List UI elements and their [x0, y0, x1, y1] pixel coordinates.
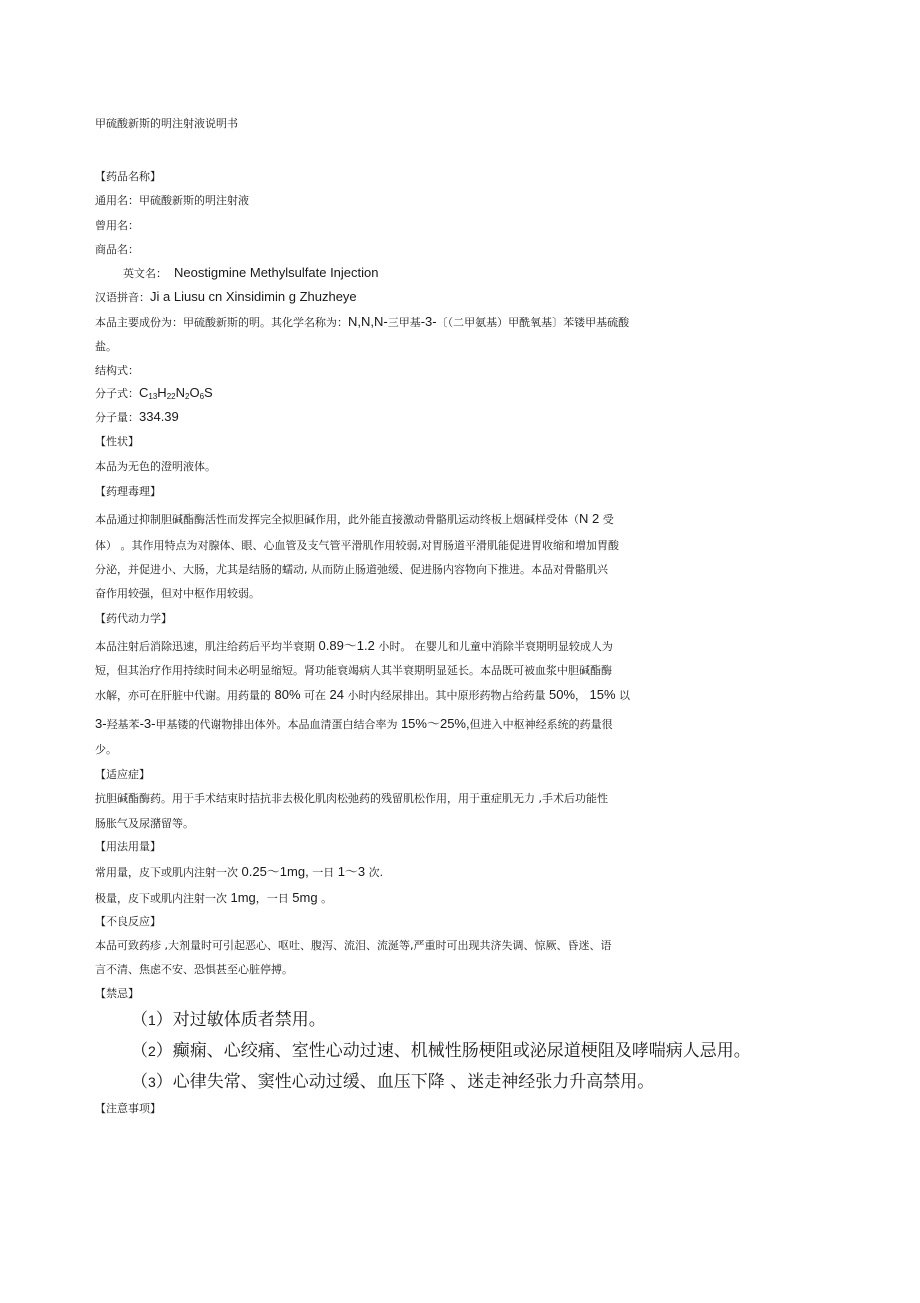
- document-title: 甲硫酸新斯的明注射液说明书: [95, 117, 238, 130]
- contraindication-item-1: （1）对过敏体质者禁用。: [131, 1010, 326, 1030]
- chem-name-num: -3-: [420, 314, 437, 329]
- pharmacology-line-4: 奋作用较强，但对中枢作用较弱。: [95, 587, 260, 600]
- former-name-line: 曾用名：: [95, 219, 139, 232]
- section-heading-pharmacology: 【药理毒理】: [95, 485, 161, 498]
- structure-label: 结构式：: [95, 364, 139, 377]
- indications-line-2: 肠胀气及尿潴留等。: [95, 817, 194, 830]
- weight-value: 334.39: [139, 409, 179, 424]
- pharmacokinetics-line-3: 水解，亦可在肝脏中代谢。用药量的 80% 可在 24 小时内经尿排出。其中原形药物占给药量 50%， 15% 以: [95, 687, 631, 702]
- pharmacokinetics-line-2: 短，但其治疗作用持续时间未必明显缩短。肾功能衰竭病人其半衰期明显延长。本品既可被血浆中胆碱酯酶: [95, 664, 612, 677]
- adverse-line-1: 本品可致药疹 ,大剂量时可引起恶心、呕吐、腹泻、流泪、流涎等,严重时可出现共济失调、惊厥、昏迷、语: [95, 939, 612, 952]
- contraindication-item-2: （2）癫痫、心绞痛、室性心动过速、机械性肠梗阻或泌尿道梗阻及哮喘病人忌用。: [131, 1041, 751, 1061]
- adverse-line-2: 言不清、焦虑不安、恐惧甚至心脏停搏。: [95, 963, 293, 976]
- formula-label: 分子式：: [95, 387, 139, 400]
- molecular-formula-line: [95, 386, 213, 401]
- generic-name-value: 甲硫酸新斯的明注射液: [139, 194, 249, 207]
- section-heading-drug-name: 【药品名称】: [95, 170, 161, 183]
- pharmacology-line-1: 本品通过抑制胆碱酯酶活性而发挥完全拟胆碱作用，此外能直接激动骨骼肌运动终板上烟碱样受体（N 2 受: [95, 511, 614, 526]
- pharmacokinetics-line-1: 本品注射后消除迅速，肌注给药后平均半衰期 0.89～1.2 小时。 在婴儿和儿童中消除半衰期明显较成人为: [95, 638, 613, 653]
- ingredient-prefix: 本品主要成份为：甲硫酸新斯的明。其化学名称为：: [95, 316, 348, 329]
- indications-line-1: 抗胆碱酯酶药。用于手术结束时拮抗非去极化肌肉松弛药的残留肌松作用，用于重症肌无力 ,手术后功能性: [95, 792, 608, 805]
- chem-name-cn2: 〔（二甲氨基）甲酰氧基〕苯镂甲基硫酸: [436, 316, 630, 329]
- section-heading-precautions: 【注意事项】: [95, 1102, 161, 1115]
- contraindication-item-3: （3）心律失常、窦性心动过缓、血压下降 、迷走神经张力升高禁用。: [131, 1072, 655, 1092]
- molecular-weight-line: [95, 410, 179, 425]
- english-name-line: [123, 266, 379, 281]
- dosage-line-1: 常用量，皮下或肌内注射一次 0.25～1mg, 一日 1～3 次.: [95, 864, 384, 879]
- english-name-value: Neostigmine Methylsulfate Injection: [174, 265, 379, 280]
- pinyin-label: 汉语拼音：: [95, 291, 150, 304]
- pharmacology-line-3: 分泌，并促进小、大肠，尤其是结肠的蠕动, 从而防止肠道弛缓、促进肠内容物向下推进。本品对骨骼肌兴: [95, 563, 608, 576]
- generic-name-label: 通用名：: [95, 194, 139, 207]
- chem-name-latin: N,N,N-: [348, 314, 388, 329]
- pharmacokinetics-line-4: 3-羟基苯-3-甲基镂的代谢物排出体外。本品血清蛋白结合率为 15%～25%,但进入中枢神经系统的药量很: [95, 716, 613, 731]
- ingredient-line-2: 盐。: [95, 340, 117, 353]
- section-heading-dosage: 【用法用量】: [95, 840, 161, 853]
- section-heading-pharmacokinetics: 【药代动力学】: [95, 612, 172, 625]
- section-heading-adverse: 【不良反应】: [95, 915, 161, 928]
- section-heading-indications: 【适应症】: [95, 768, 150, 781]
- pinyin-line: [95, 290, 357, 305]
- english-name-label: 英文名：: [123, 267, 167, 280]
- pharmacology-line-2: 体） 。其作用特点为对腺体、眼、心血管及支气管平滑肌作用较弱,对胃肠道平滑肌能促进胃收缩和增加胃酸: [95, 539, 619, 552]
- section-heading-character: 【性状】: [95, 435, 139, 448]
- generic-name-line: [95, 194, 249, 208]
- section-heading-contraindications: 【禁忌】: [95, 987, 139, 1000]
- molecular-formula: $C_{13}H_{22}N_2O_6S$: [139, 385, 213, 401]
- pinyin-value: Ji a Liusu cn Xinsidimin g Zhuzheye: [150, 289, 357, 304]
- weight-label: 分子量：: [95, 411, 139, 424]
- ingredient-line-1: [95, 315, 629, 330]
- character-text: 本品为无色的澄明液体。: [95, 460, 216, 473]
- pharmacokinetics-line-5: 少。: [95, 743, 117, 756]
- trade-name-line: 商品名：: [95, 243, 139, 256]
- chem-name-cn1: 三甲基: [387, 316, 421, 329]
- dosage-line-2: 极量，皮下或肌内注射一次 1mg，一日 5mg 。: [95, 890, 333, 905]
